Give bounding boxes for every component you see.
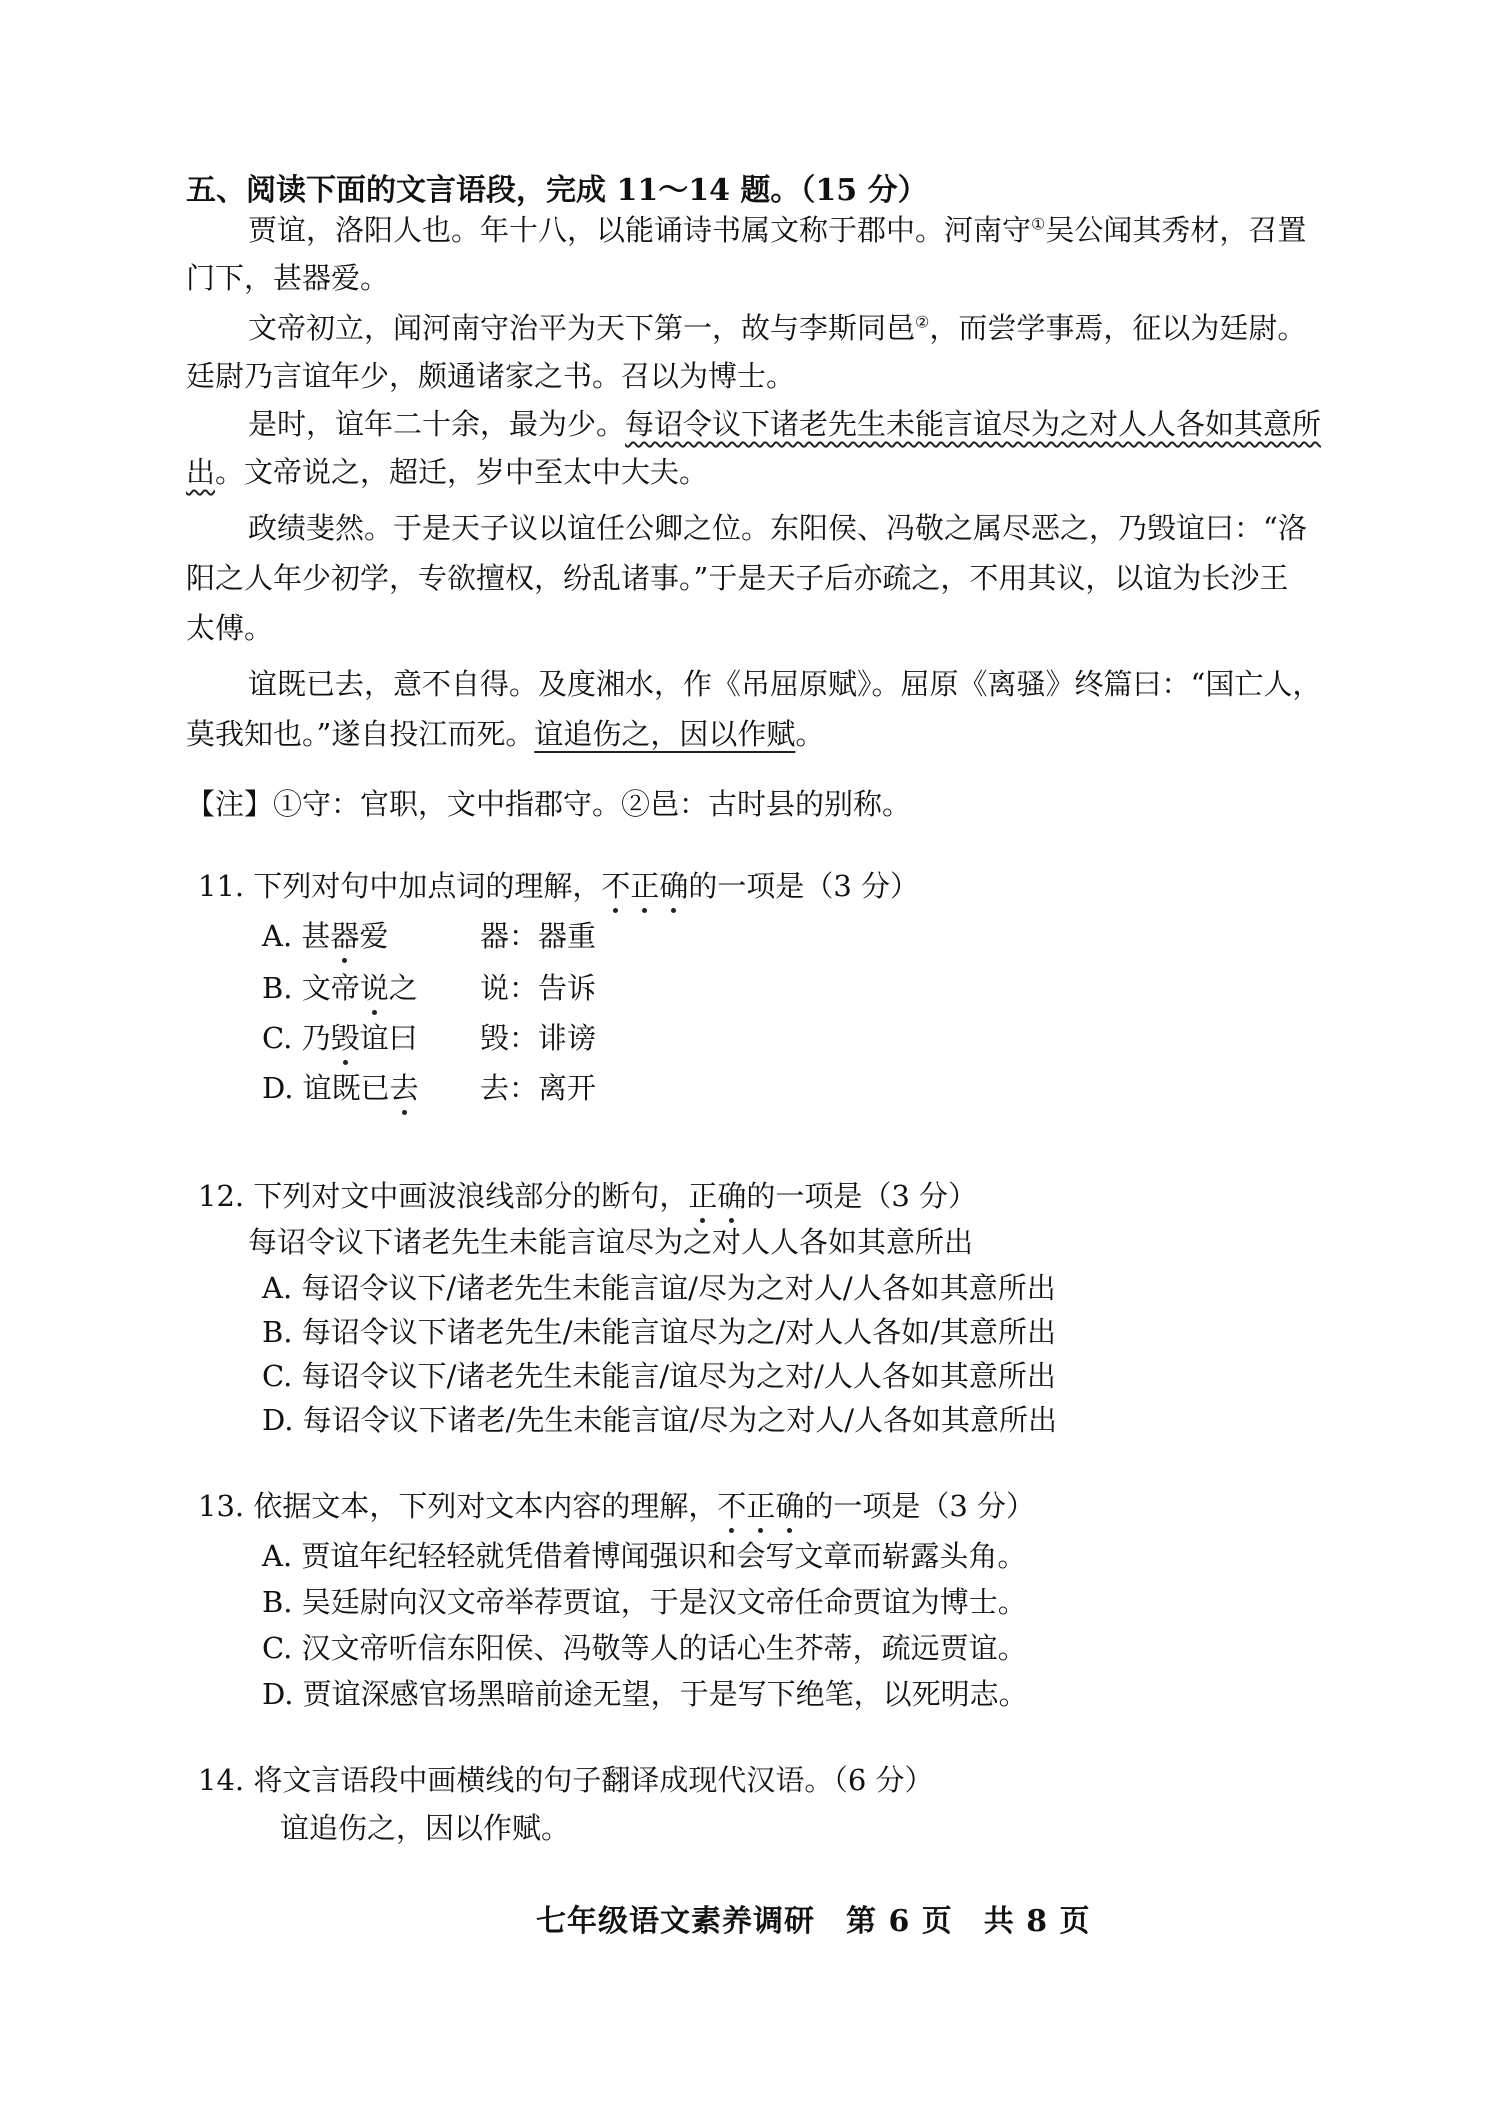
- note-marker: ②: [915, 312, 930, 332]
- passage-text: 。文帝说之，超迁，岁中至太中大夫。: [215, 455, 709, 489]
- dotted-word: 毁: [330, 1021, 360, 1055]
- question-13-stem: [198, 1490, 1035, 1523]
- passage-p1-line1: [248, 214, 1306, 247]
- section-title: 五、阅读下面的文言语段，完成 11～14 题。（15 分）: [186, 173, 928, 208]
- question-12-stem: [198, 1180, 977, 1213]
- option-text: 之: [388, 971, 418, 1005]
- footnote: 【注】①守：官职，文中指郡守。②邑：古时县的别称。: [186, 787, 912, 821]
- passage-p4-line3: 太傅。: [186, 611, 274, 645]
- passage-p5-line1: 谊既已去，意不自得。及度湘水，作《吊屈原赋》。屈原《离骚》终篇曰：“国亡人，: [248, 667, 1322, 701]
- dotted-word: 器: [330, 919, 360, 953]
- note-marker: ①: [1031, 214, 1046, 234]
- passage-p4-line2: 阳之人年少初学，专欲擅权，纷乱诸事。”于是天子后亦疏之，不用其议，以谊为长沙王: [186, 561, 1289, 595]
- question-13-option-b[interactable]: B. 吴廷尉向汉文帝举荐贾谊，于是汉文帝任命贾谊为博士。: [262, 1585, 1027, 1619]
- emphasis-char: 不: [601, 869, 631, 903]
- option-label: D.: [262, 1071, 303, 1105]
- emphasis-char: 不: [717, 1489, 747, 1523]
- stem-text: 的一项是（3 分）: [804, 1489, 1036, 1523]
- page-footer: 七年级语文素养调研 第 6 页 共 8 页: [536, 1904, 1091, 1939]
- emphasis-char: 正: [688, 1179, 718, 1213]
- option-gloss: 说：告诉: [480, 971, 597, 1005]
- option-text: 甚: [301, 919, 331, 953]
- option-text: 谊既已: [302, 1071, 390, 1105]
- option-label: C.: [262, 1021, 302, 1055]
- stem-emphasis: [688, 1179, 746, 1213]
- question-12-option-c[interactable]: C. 每诏令议下/诸老先生未能言/谊尽为之对/人人各如其意所出: [262, 1359, 1056, 1393]
- emphasis-char: 正: [630, 869, 660, 903]
- option-text: 乃: [301, 1021, 331, 1055]
- question-13-option-d[interactable]: D. 贾谊深感官场黑暗前途无望，于是写下绝笔，以死明志。: [262, 1677, 1028, 1711]
- question-14-sentence: 谊追伤之，因以作赋。: [280, 1811, 571, 1845]
- stem-emphasis: [601, 869, 688, 903]
- question-11-stem: [198, 870, 919, 903]
- emphasis-char: 确: [717, 1179, 747, 1213]
- emphasis-char: 确: [659, 869, 689, 903]
- question-14-stem: 14. 将文言语段中画横线的句子翻译成现代汉语。（6 分）: [198, 1763, 934, 1797]
- question-12-option-d[interactable]: D. 每诏令议下诸老/先生未能言谊/尽为之对人/人各如其意所出: [262, 1403, 1057, 1437]
- stem-text: 13. 依据文本，下列对文本内容的理解，: [198, 1489, 718, 1523]
- dotted-word: 说: [359, 971, 389, 1005]
- question-13-option-a[interactable]: A. 贾谊年纪轻轻就凭借着博闻强识和会写文章而崭露头角。: [262, 1539, 1027, 1573]
- stem-text: 11. 下列对句中加点词的理解，: [198, 869, 602, 903]
- passage-p3-line2: [186, 456, 708, 489]
- passage-p5-line2: [186, 718, 824, 751]
- question-12-option-a[interactable]: A. 每诏令议下/诸老先生未能言谊/尽为之对人/人各如其意所出: [262, 1271, 1056, 1305]
- question-13-option-c[interactable]: C. 汉文帝听信东阳侯、冯敬等人的话心生芥蒂，疏远贾谊。: [262, 1631, 1027, 1665]
- question-12-sentence: 每诏令议下诸老先生未能言谊尽为之对人人各如其意所出: [248, 1225, 974, 1259]
- wavy-underlined-text: 每诏令议下诸老先生未能言谊尽为之对人人各如其意所: [625, 407, 1322, 441]
- passage-text: 。: [795, 717, 825, 751]
- emphasis-char: 正: [746, 1489, 776, 1523]
- question-12-option-b[interactable]: B. 每诏令议下诸老先生/未能言谊尽为之/对人人各如/其意所出: [262, 1315, 1057, 1349]
- passage-p4-line1: 政绩斐然。于是天子议以谊任公卿之位。东阳侯、冯敬之属尽恶之，乃毁谊曰：“洛: [248, 511, 1307, 545]
- passage-p3-line1: [248, 408, 1321, 441]
- dotted-word: 去: [389, 1071, 419, 1105]
- passage-text: 贾谊，洛阳人也。年十八，以能诵诗书属文称于郡中。河南守: [248, 213, 1032, 247]
- passage-text: 吴公闻其秀材，召置: [1045, 213, 1307, 247]
- wavy-underlined-text: 出: [186, 455, 216, 489]
- option-gloss: 毁：诽谤: [480, 1021, 597, 1055]
- passage-text: 文帝初立，闻河南守治平为天下第一，故与李斯同邑: [248, 311, 916, 345]
- passage-p2-line2: 廷尉乃言谊年少，颇通诸家之书。召以为博士。: [186, 359, 796, 393]
- option-label: A.: [262, 919, 302, 953]
- passage-text: ，而尝学事焉，征以为廷尉。: [929, 311, 1307, 345]
- stem-text: 12. 下列对文中画波浪线部分的断句，: [198, 1179, 689, 1213]
- option-text: 文帝: [301, 971, 360, 1005]
- passage-p2-line1: [248, 312, 1306, 345]
- option-gloss: 器：器重: [480, 919, 597, 953]
- stem-text: 的一项是（3 分）: [746, 1179, 978, 1213]
- emphasis-char: 确: [775, 1489, 805, 1523]
- underlined-sentence: 谊追伤之，因以作赋: [534, 717, 796, 751]
- stem-emphasis: [717, 1489, 804, 1523]
- option-label: B.: [262, 971, 302, 1005]
- passage-text: 莫我知也。”遂自投江而死。: [186, 717, 535, 751]
- question-11-option-d[interactable]: [262, 1071, 597, 1105]
- option-text: 爱: [359, 919, 389, 953]
- passage-p1-line2: 门下，甚器爱。: [186, 261, 390, 295]
- option-text: 谊曰: [359, 1021, 418, 1055]
- question-11-option-b[interactable]: [262, 971, 597, 1005]
- passage-text: 是时，谊年二十余，最为少。: [248, 407, 626, 441]
- option-gloss: 去：离开: [480, 1071, 597, 1105]
- question-11-option-c[interactable]: [262, 1021, 597, 1055]
- stem-text: 的一项是（3 分）: [688, 869, 920, 903]
- question-11-option-a[interactable]: [262, 919, 597, 953]
